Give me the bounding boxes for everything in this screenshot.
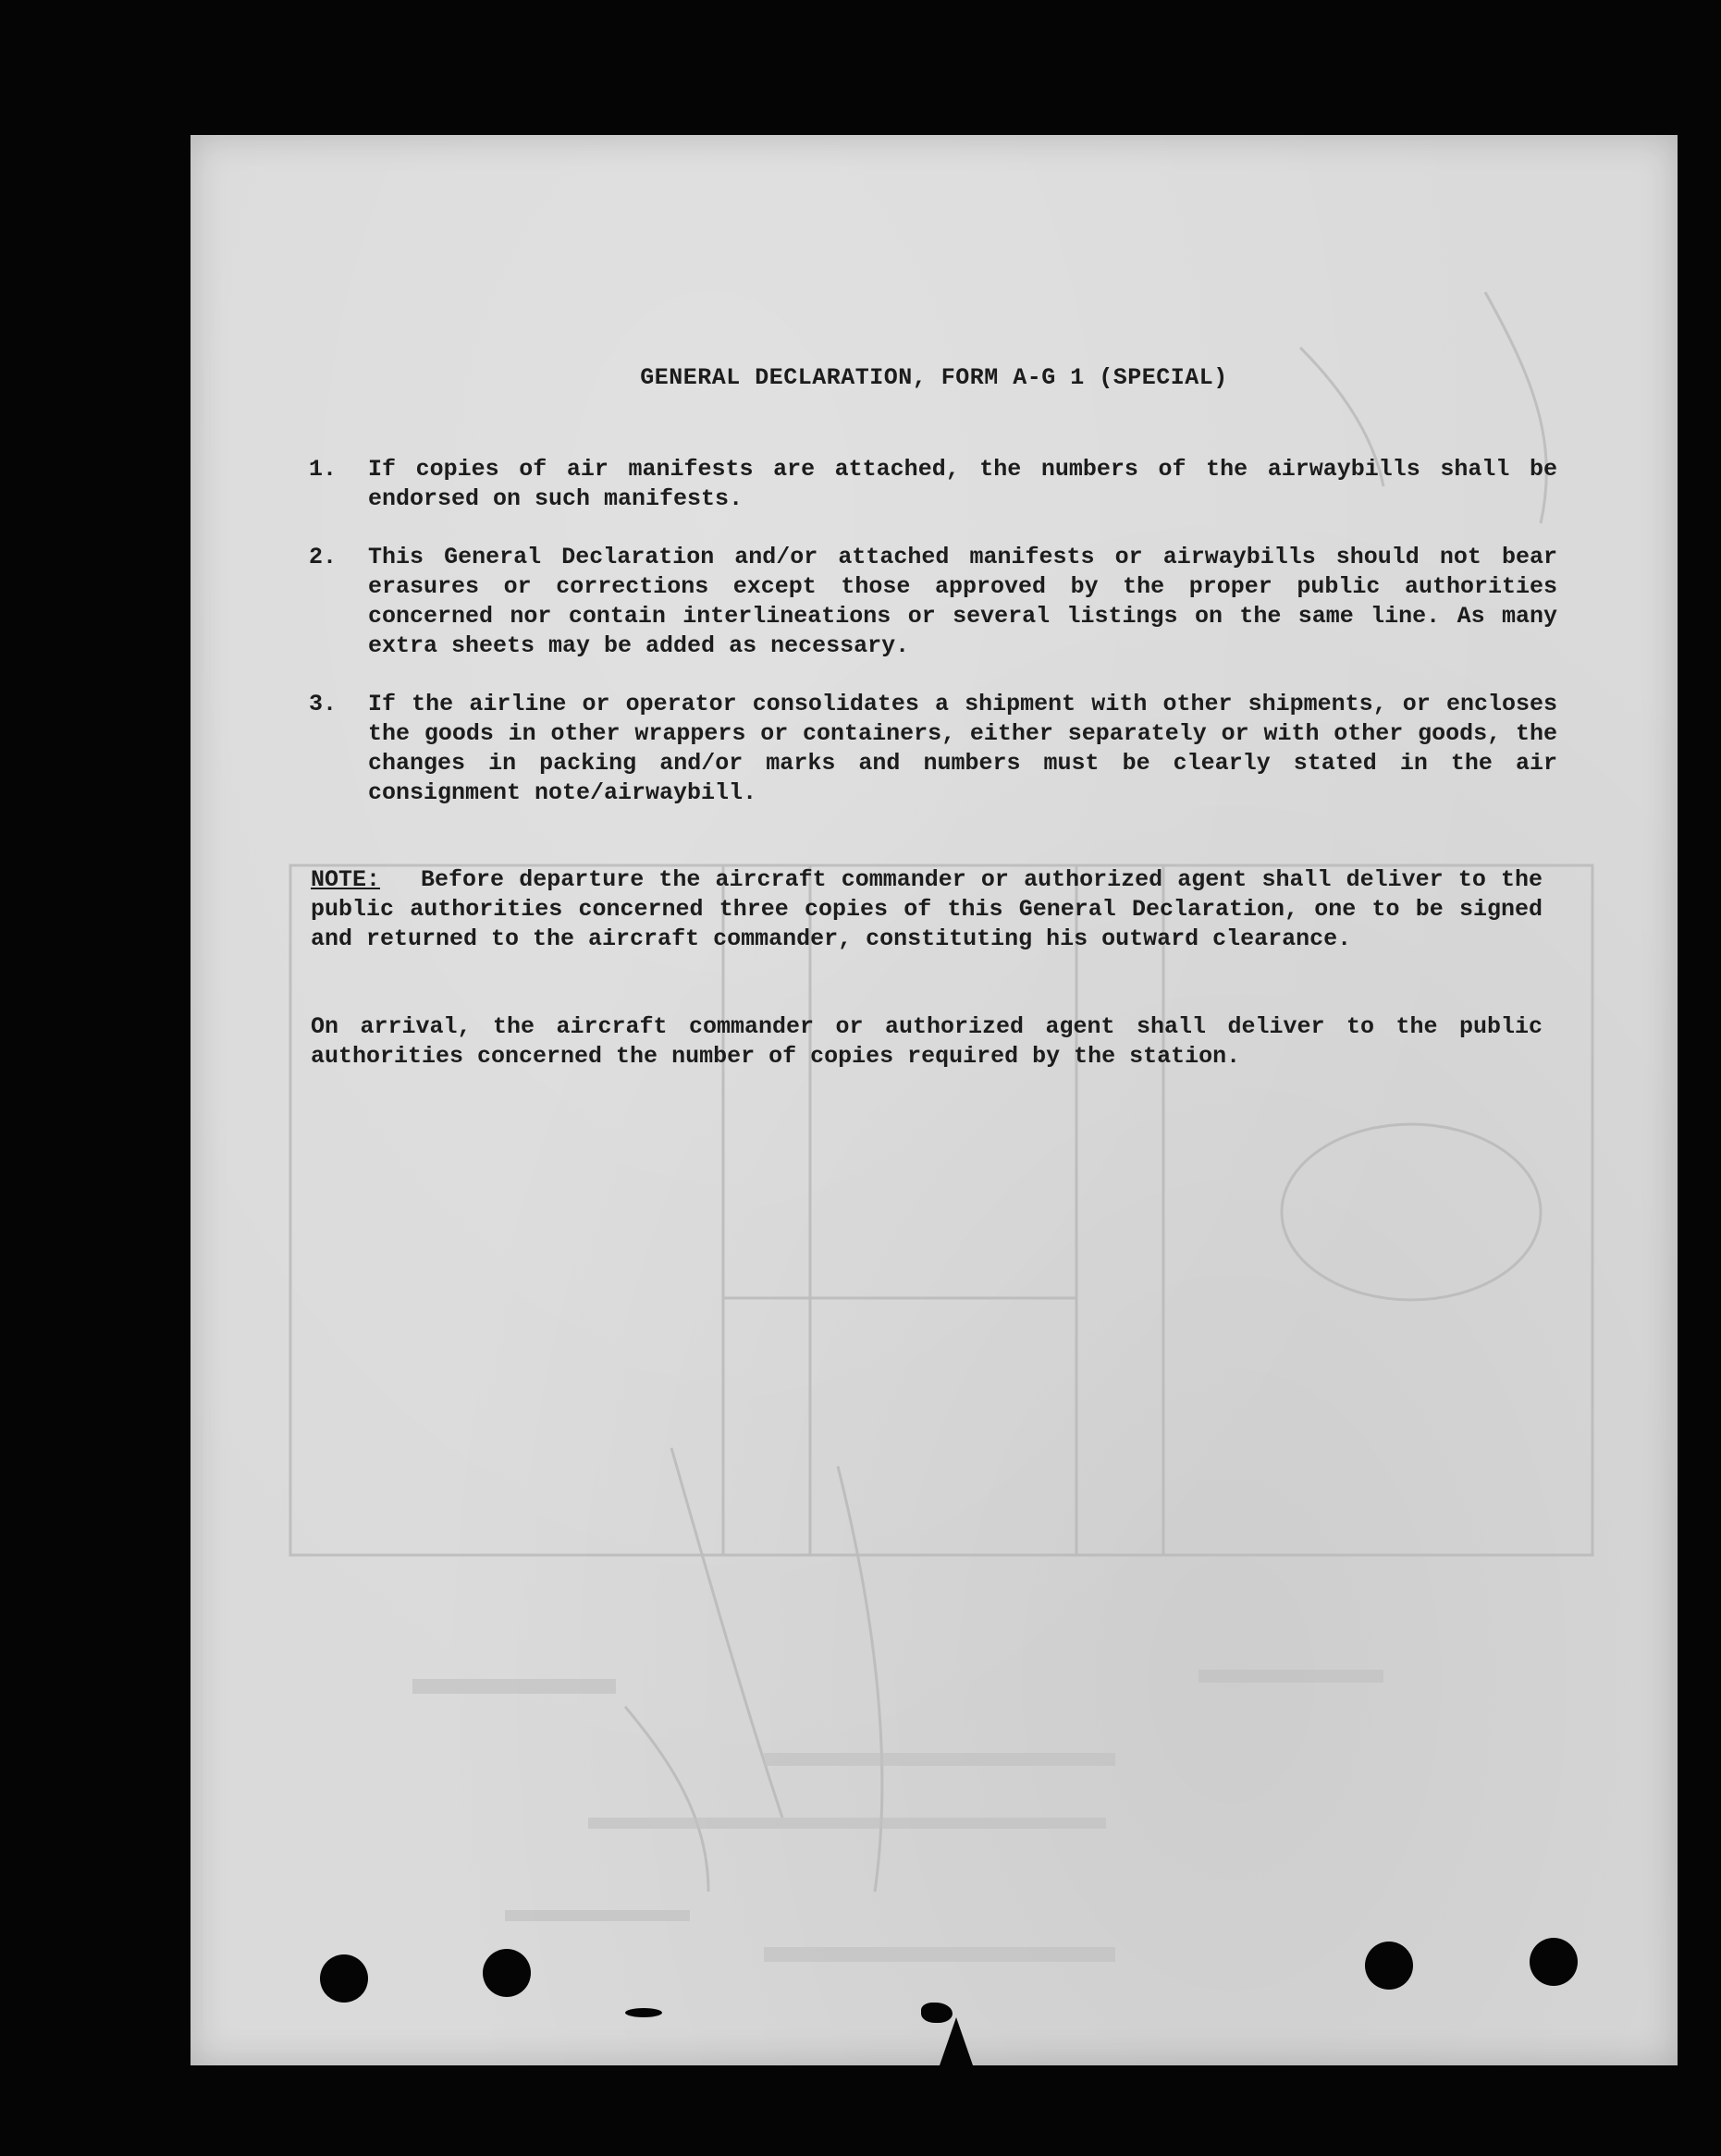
note-text: Before departure the aircraft commander or authorized agent shall deliver to the public authorities concerned three copies of this General Declaration, one to be signed and returned to the aircraft commander, constituting his outward clearance. bbox=[311, 866, 1543, 952]
punch-hole bbox=[1365, 1942, 1413, 1990]
item-number: 3. bbox=[309, 691, 338, 717]
torn-edge bbox=[625, 2008, 662, 2017]
arrival-paragraph: On arrival, the aircraft commander or authorized agent shall deliver to the public authorities concerned the number of copies required by the station. bbox=[311, 1013, 1543, 1070]
item-text: This General Declaration and/or attached manifests or airwaybills should not bear erasures or corrections except those approved by the proper public authorities concerned nor contain interlineations or several listings on the same line. As many extra sheets may be added as necessary. bbox=[368, 544, 1557, 659]
page-title: GENERAL DECLARATION, FORM A-G 1 (SPECIAL) bbox=[640, 364, 1228, 391]
punch-hole bbox=[483, 1949, 531, 1997]
document-page bbox=[191, 135, 1678, 2065]
instruction-item-1 bbox=[309, 455, 1557, 514]
declaration-text bbox=[191, 135, 1678, 2065]
instruction-item-2 bbox=[309, 543, 1557, 661]
torn-edge bbox=[921, 2003, 953, 2023]
item-text: If copies of air manifests are attached, the numbers of the airwaybills shall be endorsed on such manifests. bbox=[368, 456, 1557, 512]
punch-hole bbox=[1530, 1938, 1578, 1986]
item-number: 1. bbox=[309, 456, 338, 483]
item-text: If the airline or operator consolidates a shipment with other shipments, or encloses the goods in other wrappers or containers, either separately or with other goods, the changes in packing and/or marks and numbers must be clearly stated in the air consignment note/airwaybill. bbox=[368, 691, 1557, 806]
instruction-item-3 bbox=[309, 690, 1557, 808]
note-paragraph bbox=[311, 865, 1543, 954]
note-label: NOTE: bbox=[311, 866, 381, 893]
punch-hole bbox=[320, 1954, 368, 2003]
item-number: 2. bbox=[309, 544, 338, 570]
